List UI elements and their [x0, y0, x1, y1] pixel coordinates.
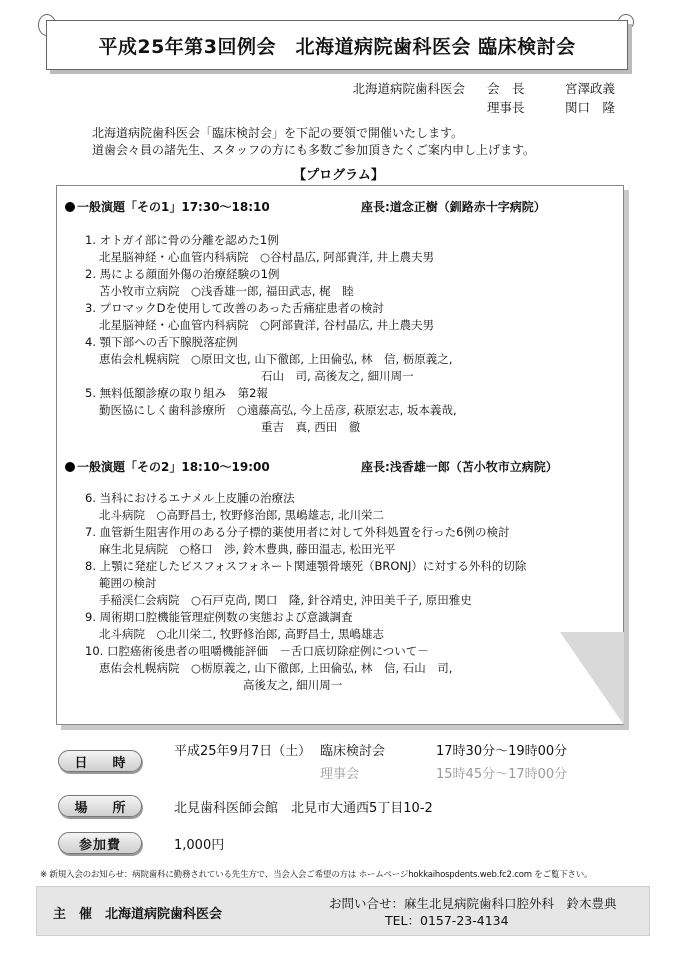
session1-chair: 座長:道念正樹（釧路赤十字病院） — [361, 200, 546, 214]
item-title-cont: 範囲の検討 — [99, 576, 157, 590]
session2-items — [85, 490, 526, 694]
list-item — [85, 232, 457, 266]
fee-label: 参加費 — [58, 832, 142, 854]
item-authors: 苫小牧市立病院 ○浅香雄一郎, 福田武志, 梶 睦 — [99, 284, 354, 298]
title-box — [46, 20, 628, 70]
datetime-row — [58, 740, 567, 782]
item-title: 10. 口腔癌術後患者の咀嚼機能評価 －舌口底切除症例について－ — [85, 644, 429, 658]
contact-tel: TEL：0157-23-4134 — [385, 913, 509, 928]
item-authors-cont: 高後友之, 細川周一 — [243, 678, 343, 692]
page-fold-icon — [560, 632, 624, 725]
event1-time: 17時30分～19時00分 — [436, 744, 568, 759]
event2-time: 15時45分～17時00分 — [436, 767, 568, 782]
membership-note: ※ 新規入会のお知らせ：病院歯科に勤務されている先生方で、当会入会ご希望の方は ホームページhokkaihospdents.web.fc2.com をご覧下さい。 — [40, 870, 593, 880]
session1-header — [65, 198, 615, 215]
intro-line: 道歯会々員の諸先生、スタッフの方にも多数ご参加頂きたくご案内申し上げます。 — [92, 143, 536, 157]
bullet-icon — [65, 202, 75, 212]
session2-chair: 座長:浅香雄一郎（苫小牧市立病院） — [361, 460, 558, 474]
footer — [36, 886, 650, 936]
item-authors: 北斗病院 ○高野昌士, 牧野修治郎, 黒嶋雄志, 北川栄二 — [99, 508, 384, 522]
event2-label: 理事会 — [320, 767, 360, 782]
intro-line: 北海道病院歯科医会「臨床検討会」を下記の要領で開催いたします。 — [92, 126, 464, 140]
session1-items — [85, 232, 457, 436]
list-item — [85, 490, 526, 524]
item-authors: 恵佑会札幌病院 ○原田文也, 山下徹郎, 上田倫弘, 林 信, 栃原義之, — [99, 352, 453, 366]
organizer-row — [352, 79, 637, 98]
list-item — [85, 385, 457, 436]
organizer-block — [352, 79, 637, 117]
event-date: 平成25年9月7日（土） — [174, 744, 312, 759]
event1-label: 臨床検討会 — [320, 744, 386, 759]
item-authors: 恵佑会札幌病院 ○栃原義之, 山下徹郎, 上田倫弘, 林 信, 石山 司, — [99, 661, 453, 675]
footer-host: 主 催 北海道病院歯科医会 — [53, 907, 223, 922]
item-title: 9. 周術期口腔機能管理症例数の実態および意識調査 — [85, 610, 353, 624]
item-authors: 勤医協にしく歯科診療所 ○遠藤高弘, 今上岳彦, 萩原宏志, 坂本義哉, — [99, 403, 457, 417]
session2-header — [65, 458, 615, 475]
session2-title: 一般演題「その2」18:10～19:00 — [77, 460, 270, 474]
item-title: 4. 顎下部への舌下腺脱落症例 — [85, 335, 238, 349]
item-title: 8. 上顎に発症したビスフォスフォネート関連顎骨壊死（BRONJ）に対する外科的切除 — [85, 559, 527, 573]
venue-row — [58, 795, 433, 817]
list-item — [85, 558, 526, 609]
bullet-icon — [65, 462, 75, 472]
item-title: 1. オトガイ部に骨の分離を認めた1例 — [85, 233, 279, 247]
fee-value: 1,000円 — [174, 837, 225, 853]
list-item — [85, 266, 457, 300]
session1-title: 一般演題「その1」17:30～18:10 — [77, 200, 270, 214]
venue-value: 北見歯科医師会館 北見市大通西5丁目10-2 — [174, 800, 433, 816]
item-title: 3. プロマックDを使用して改善のあった舌痛症患者の検討 — [85, 301, 384, 315]
fee-row — [58, 832, 224, 854]
organizer-org: 北海道病院歯科医会 — [352, 81, 465, 96]
footer-contact — [329, 895, 617, 929]
item-title: 5. 無料低額診療の取り組み 第2報 — [85, 386, 268, 400]
list-item — [85, 643, 526, 694]
organizer-name: 宮澤政義 — [565, 81, 616, 96]
program-sheet — [56, 185, 624, 725]
item-authors: 北星脳神経・心血管内科病院 ○阿部貴洋, 谷村晶広, 井上農夫男 — [99, 318, 435, 332]
list-item — [85, 524, 526, 558]
item-authors: 手稲渓仁会病院 ○石戸克尚, 関口 隆, 針谷靖史, 沖田美千子, 原田雅史 — [99, 593, 472, 607]
item-authors: 北星脳神経・心血管内科病院 ○谷村晶広, 阿部貴洋, 井上農夫男 — [99, 250, 435, 264]
title-banner — [38, 14, 634, 72]
item-title: 2. 馬による顔面外傷の治療経験の1例 — [85, 267, 280, 281]
item-title: 7. 血管新生阻害作用のある分子標的薬使用者に対して外科処置を行った6例の検討 — [85, 525, 510, 539]
organizer-role: 理事長 — [487, 100, 525, 115]
page-title: 平成25年第3回例会 北海道病院歯科医会 臨床検討会 — [98, 35, 576, 58]
item-authors-cont: 石山 司, 高後友之, 細川周一 — [261, 369, 414, 383]
item-authors: 麻生北見病院 ○格口 渉, 鈴木豊典, 藤田温志, 松田光平 — [99, 542, 396, 556]
item-title: 6. 当科におけるエナメル上皮腫の治療法 — [85, 491, 295, 505]
organizer-name: 関口 隆 — [565, 100, 616, 115]
list-item — [85, 334, 457, 385]
intro-text — [92, 125, 535, 159]
organizer-row — [352, 98, 637, 117]
organizer-role: 会 長 — [487, 81, 525, 96]
venue-label: 場 所 — [58, 795, 142, 817]
item-authors-cont: 重吉 真, 西田 徹 — [261, 420, 361, 434]
datetime-values — [174, 740, 567, 782]
item-authors: 北斗病院 ○北川栄二, 牧野修治郎, 高野昌士, 黒嶋雄志 — [99, 627, 384, 641]
program-label: 【プログラム】 — [293, 168, 384, 183]
contact-line: お問い合せ：麻生北見病院歯科口腔外科 鈴木豊典 — [329, 896, 617, 911]
list-item — [85, 300, 457, 334]
list-item — [85, 609, 526, 643]
datetime-label: 日 時 — [58, 750, 142, 772]
